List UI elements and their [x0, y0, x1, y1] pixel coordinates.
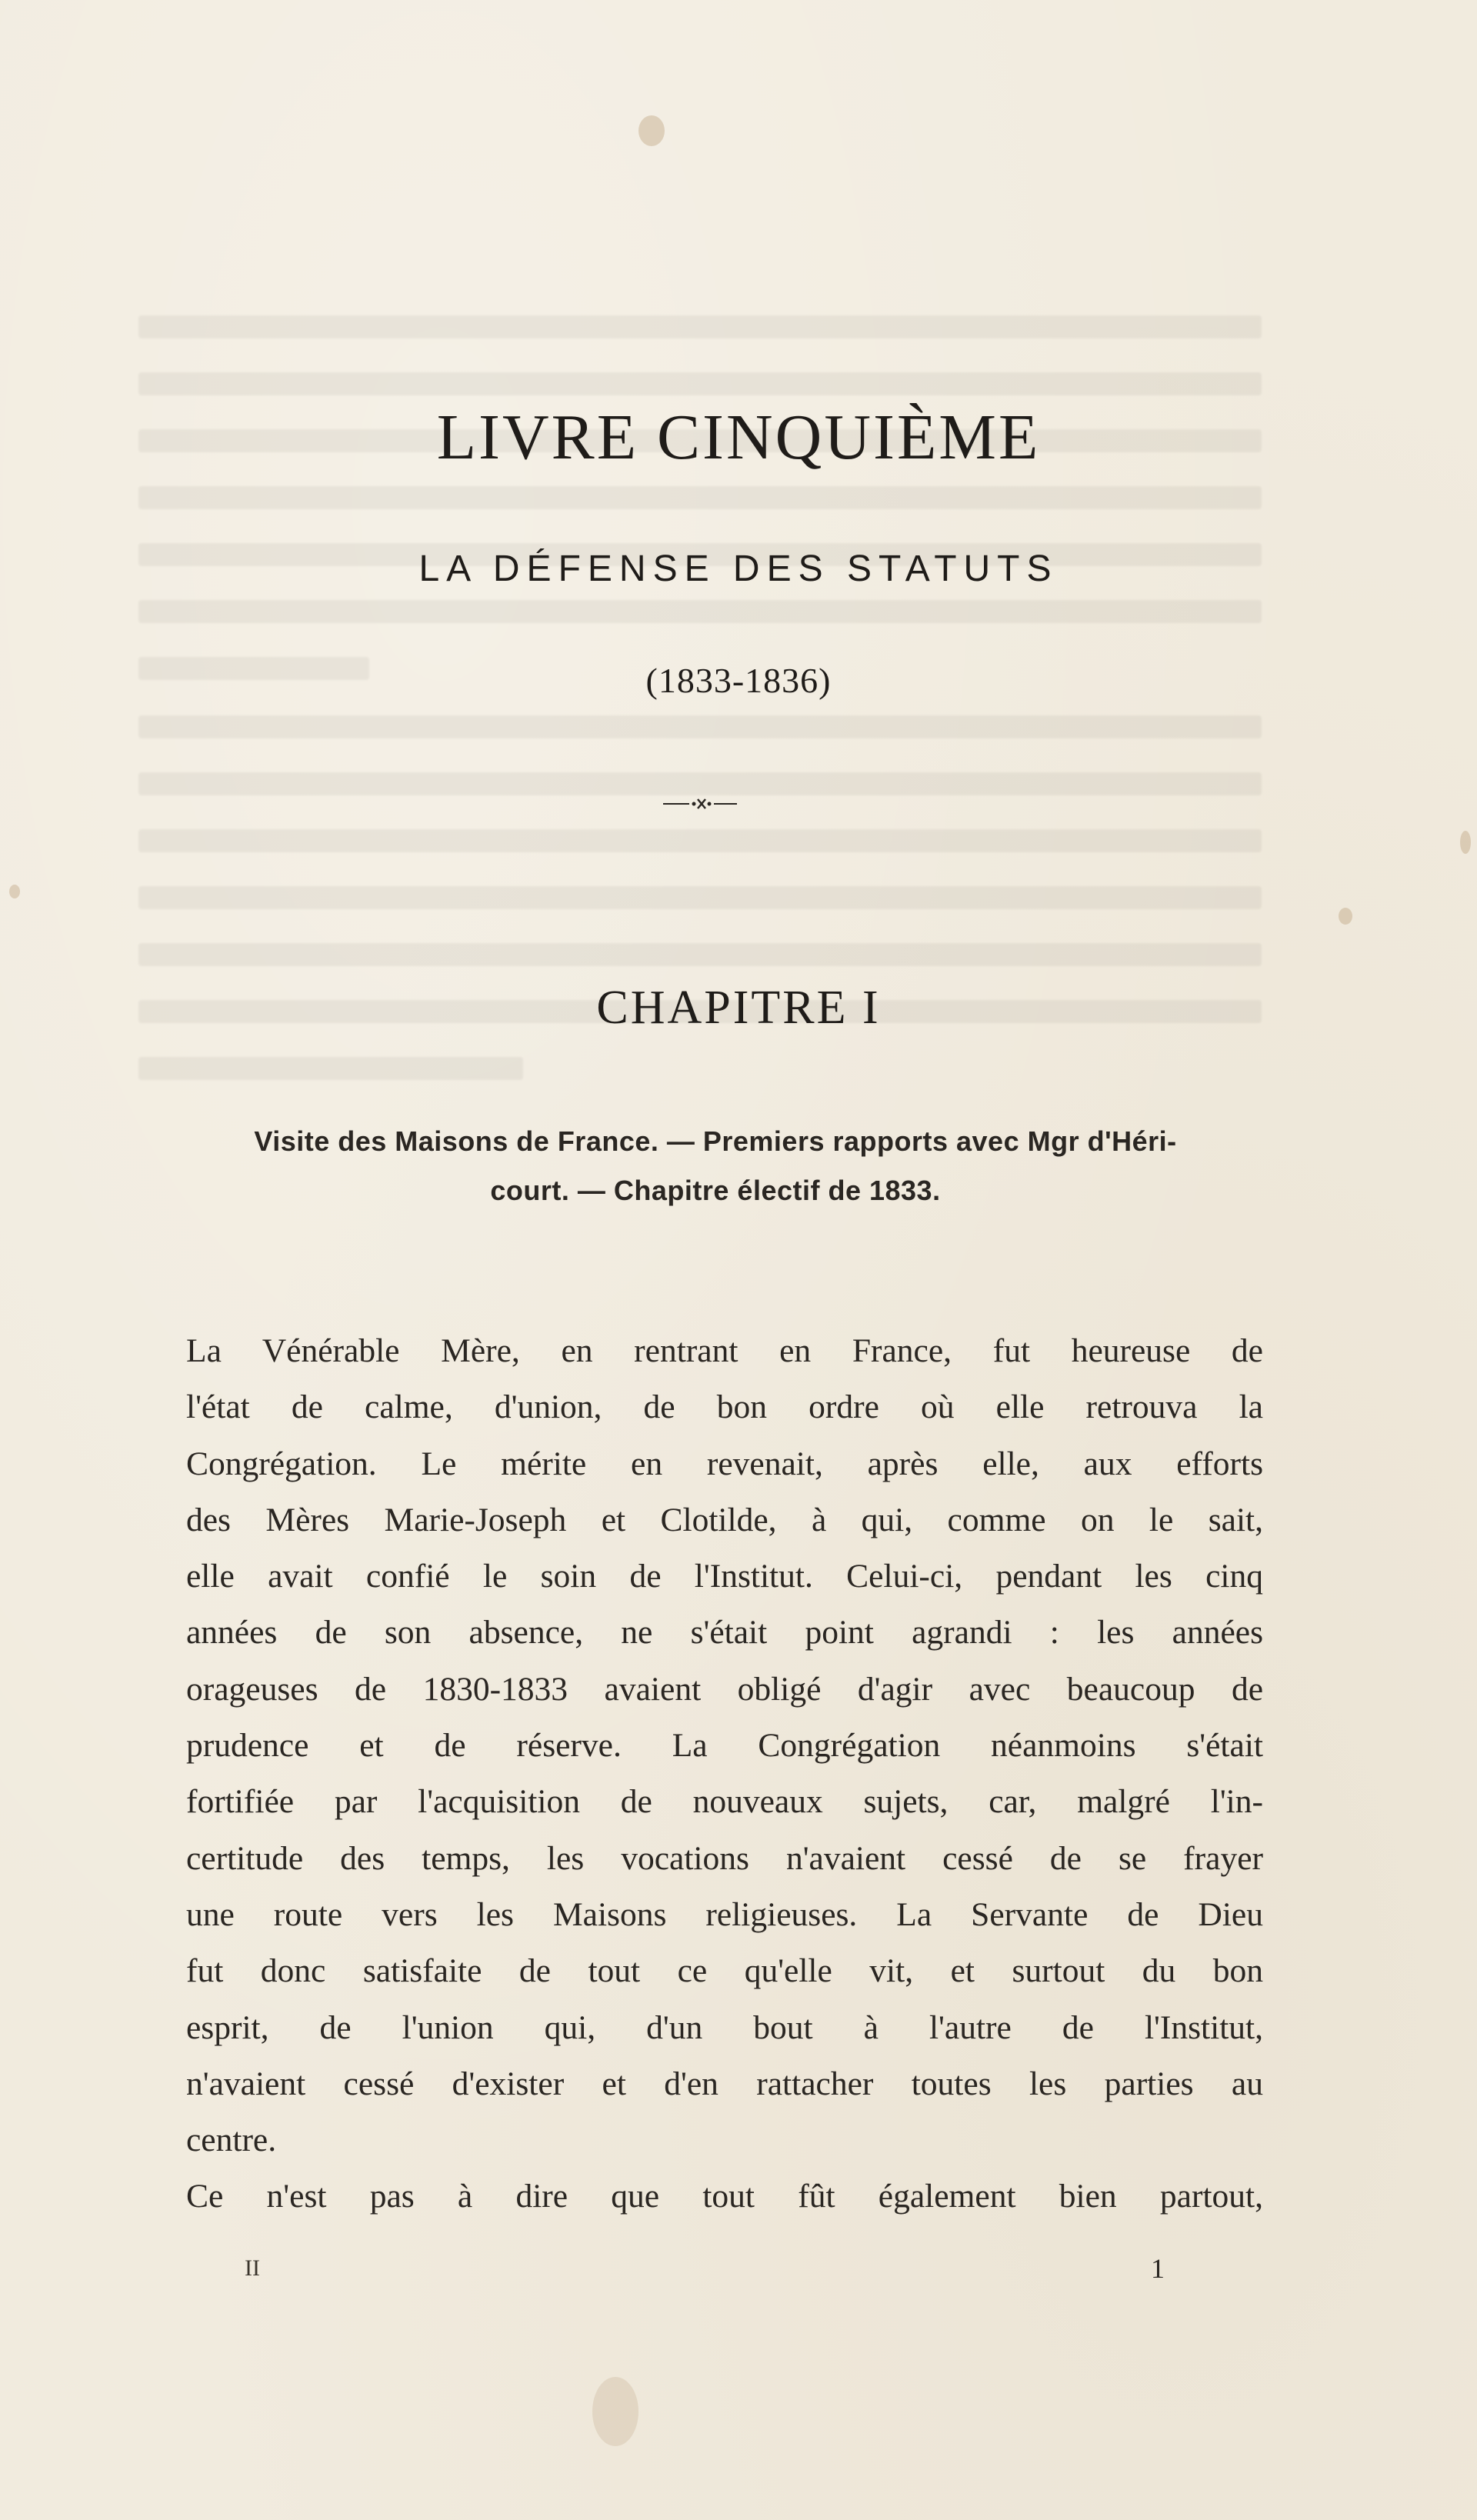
book-title: LIVRE CINQUIÈME — [436, 402, 1041, 473]
text-line: des Mères Marie-Joseph et Clotilde, à qui, comme on le sait, — [186, 1501, 1263, 1538]
ornament-divider-icon — [662, 792, 738, 815]
text-line: années de son absence, ne s'était point agrandi : les années — [186, 1614, 1263, 1652]
paper-stain — [1339, 908, 1352, 925]
text-line: fut donc satisfaite de tout ce qu'elle vit, et surtout du bon — [186, 1952, 1263, 1990]
chapter-summary — [138, 1117, 1292, 1215]
text-line: certitude des temps, les vocations n'avaient cessé de se frayer — [186, 1839, 1263, 1877]
paper-stain — [592, 2377, 638, 2446]
summary-line: court. — Chapitre électif de 1833. — [490, 1175, 941, 1206]
text-line: n'avaient cessé d'exister et d'en rattacher toutes les parties au — [186, 2065, 1263, 2102]
text-line: orageuses de 1830-1833 avaient obligé d'agir avec beaucoup de — [186, 1670, 1263, 1708]
paper-stain — [638, 115, 665, 146]
text-line: elle avait confié le soin de l'Institut. Celui-ci, pendant les cinq — [186, 1558, 1263, 1595]
text-line: esprit, de l'union qui, d'un bout à l'autre de l'Institut, — [186, 2008, 1263, 2046]
book-subtitle: LA DÉFENSE DES STATUTS — [418, 548, 1059, 589]
text-line: une route vers les Maisons religieuses. La Servante de Dieu — [186, 1895, 1263, 1933]
summary-line: Visite des Maisons de France. — Premiers rapports avec Mgr d'Héri- — [254, 1125, 1177, 1157]
chapter-title: CHAPITRE I — [596, 982, 881, 1034]
text-line: fortifiée par l'acquisition de nouveaux sujets, car, malgré l'in- — [186, 1783, 1263, 1821]
date-range: (1833-1836) — [645, 661, 832, 700]
text-line: l'état de calme, d'union, de bon ordre où elle retrouva la — [186, 1388, 1263, 1426]
body-text — [186, 1323, 1263, 2225]
paper-stain — [9, 885, 20, 898]
text-line: prudence et de réserve. La Congrégation néanmoins s'était — [186, 1727, 1263, 1765]
paper-stain — [1460, 831, 1471, 854]
text-line: Congrégation. Le mérite en revenait, après elle, aux efforts — [186, 1445, 1263, 1482]
text-line: centre. — [186, 2122, 277, 2159]
volume-marker: II — [245, 2255, 260, 2281]
text-line: Ce n'est pas à dire que tout fût également bien partout, — [186, 2178, 1263, 2215]
text-line: La Vénérable Mère, en rentrant en France, fut heureuse de — [186, 1332, 1263, 1369]
signature-mark: 1 — [1151, 2253, 1165, 2284]
